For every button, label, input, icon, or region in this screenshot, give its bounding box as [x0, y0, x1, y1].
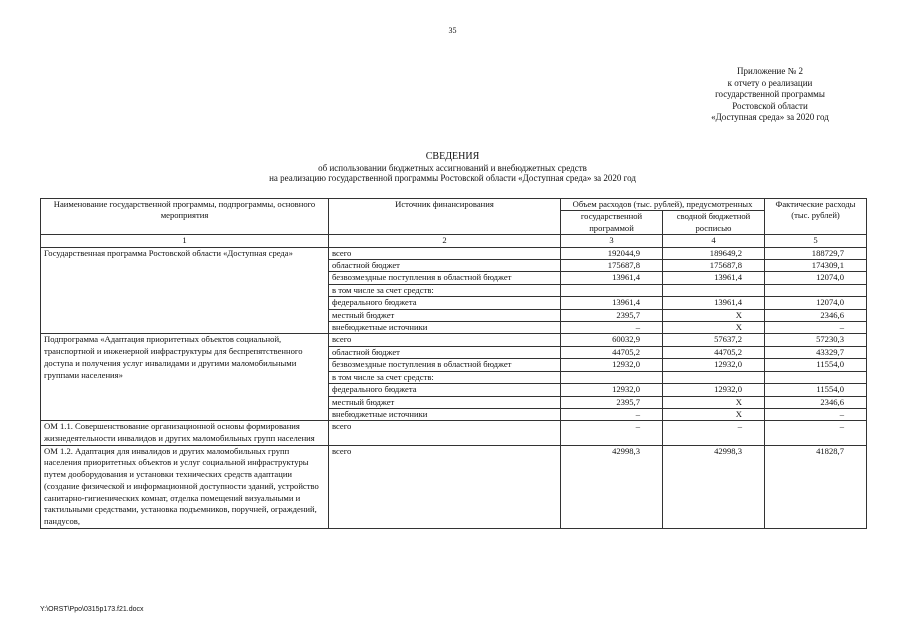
state-program-cell: 13961,4 — [561, 272, 663, 284]
appendix-line: государственной программы — [715, 89, 825, 99]
row-name: ОМ 1.2. Адаптация для инвалидов и других маломобильных групп населения приоритетных объектов и услуг социальной инфраструктуры путем дооборудования и установки технических средств адаптации (создание физической и информационной доступности зданий, устройство санитарно-гигиенических комнат, отделка помещений визуальными и тактильными средствами, установка подъемников, поручней, ограждений, пандусов, — [41, 445, 329, 528]
state-program-cell: 44705,2 — [561, 346, 663, 358]
header-volume: Объем расходов (тыс. рублей), предусмотренных — [561, 199, 765, 211]
heading-title: СВЕДЕНИЯ — [425, 151, 480, 162]
actual-cell: 12074,0 — [765, 297, 867, 309]
actual-cell: 43329,7 — [765, 346, 867, 358]
actual-cell: – — [765, 322, 867, 334]
header-state-program: государственной программой — [561, 211, 663, 235]
state-program-cell: 2395,7 — [561, 309, 663, 321]
appendix-line: к отчету о реализации — [727, 77, 813, 88]
actual-cell: – — [765, 408, 867, 420]
budget-list-cell: 12932,0 — [663, 359, 765, 371]
budget-list-cell: – — [663, 421, 765, 445]
budget-list-cell: 175687,8 — [663, 260, 765, 272]
row-name: ОМ 1.1. Совершенствование организационной основы формирования жизнедеятельности инвалидов и других маломобильных групп населения — [41, 421, 329, 445]
budget-list-cell: Х — [663, 309, 765, 321]
state-program-cell: 60032,9 — [561, 334, 663, 346]
column-number: 1 — [41, 235, 329, 247]
table-body — [41, 247, 867, 528]
expenditure-table — [40, 198, 867, 529]
appendix-line: Приложение № 2 — [737, 66, 803, 76]
header-budget-list: сводной бюджетной росписью — [663, 211, 765, 235]
actual-cell: 41828,7 — [765, 445, 867, 528]
source-cell: безвозмездные поступления в областной бюджет — [329, 359, 561, 371]
table-row — [41, 334, 867, 346]
state-program-cell — [561, 371, 663, 383]
source-cell: всего — [329, 445, 561, 528]
column-number: 3 — [561, 235, 663, 247]
table-row — [41, 247, 867, 259]
source-cell: федерального бюджета — [329, 297, 561, 309]
file-path-footer: Y:\ORST\Ppo\0315p173.f21.docx — [40, 606, 144, 613]
column-number: 5 — [765, 235, 867, 247]
state-program-cell: 2395,7 — [561, 396, 663, 408]
heading-line: об использовании бюджетных ассигнований и внебюджетных средств — [318, 162, 587, 173]
state-program-cell — [561, 284, 663, 296]
source-cell: федерального бюджета — [329, 384, 561, 396]
actual-cell: 11554,0 — [765, 384, 867, 396]
budget-list-cell: Х — [663, 322, 765, 334]
budget-list-cell: 57637,2 — [663, 334, 765, 346]
actual-cell: – — [765, 421, 867, 445]
header-name: Наименование государственной программы, подпрограммы, основного мероприятия — [41, 199, 329, 235]
budget-list-cell: 189649,2 — [663, 247, 765, 259]
state-program-cell: 12932,0 — [561, 359, 663, 371]
appendix-line: «Доступная среда» за 2020 год — [711, 112, 829, 122]
source-cell: внебюджетные источники — [329, 408, 561, 420]
source-cell: местный бюджет — [329, 396, 561, 408]
state-program-cell: – — [561, 322, 663, 334]
budget-list-cell: 12932,0 — [663, 384, 765, 396]
appendix-line: Ростовской области — [732, 100, 808, 111]
state-program-cell: 12932,0 — [561, 384, 663, 396]
state-program-cell: 42998,3 — [561, 445, 663, 528]
budget-list-cell — [663, 284, 765, 296]
row-name: Подпрограмма «Адаптация приоритетных объектов социальной, транспортной и инженерной инфраструктуры для беспрепятственного доступа и получения услуг инвалидами и другими маломобильными группами населения» — [41, 334, 329, 421]
budget-list-cell: Х — [663, 408, 765, 420]
appendix-block — [700, 66, 840, 124]
actual-cell — [765, 371, 867, 383]
actual-cell: 174309,1 — [765, 260, 867, 272]
page-number: 35 — [448, 26, 457, 35]
row-name: Государственная программа Ростовской области «Доступная среда» — [41, 247, 329, 334]
source-cell: областной бюджет — [329, 346, 561, 358]
document-heading — [0, 152, 905, 184]
source-cell: в том числе за счет средств: — [329, 371, 561, 383]
state-program-cell: – — [561, 421, 663, 445]
state-program-cell: – — [561, 408, 663, 420]
budget-list-cell: 42998,3 — [663, 445, 765, 528]
table-row — [41, 445, 867, 528]
budget-list-cell: 13961,4 — [663, 272, 765, 284]
budget-list-cell: 44705,2 — [663, 346, 765, 358]
header-actual: Фактические расходы (тыс. рублей) — [765, 199, 867, 235]
state-program-cell: 13961,4 — [561, 297, 663, 309]
budget-list-cell: Х — [663, 396, 765, 408]
actual-cell: 12074,0 — [765, 272, 867, 284]
actual-cell: 2346,6 — [765, 396, 867, 408]
heading-line: на реализацию государственной программы Ростовской области «Доступная среда» за 2020 год — [269, 173, 636, 183]
budget-list-cell: 13961,4 — [663, 297, 765, 309]
source-cell: областной бюджет — [329, 260, 561, 272]
column-number: 2 — [329, 235, 561, 247]
source-cell: всего — [329, 247, 561, 259]
table-row — [41, 421, 867, 445]
actual-cell: 57230,3 — [765, 334, 867, 346]
actual-cell: 188729,7 — [765, 247, 867, 259]
source-cell: безвозмездные поступления в областной бюджет — [329, 272, 561, 284]
source-cell: всего — [329, 334, 561, 346]
budget-list-cell — [663, 371, 765, 383]
actual-cell — [765, 284, 867, 296]
actual-cell: 2346,6 — [765, 309, 867, 321]
state-program-cell: 175687,8 — [561, 260, 663, 272]
state-program-cell: 192044,9 — [561, 247, 663, 259]
column-number: 4 — [663, 235, 765, 247]
source-cell: всего — [329, 421, 561, 445]
source-cell: внебюджетные источники — [329, 322, 561, 334]
actual-cell: 11554,0 — [765, 359, 867, 371]
header-source: Источник финансирования — [329, 199, 561, 235]
source-cell: местный бюджет — [329, 309, 561, 321]
source-cell: в том числе за счет средств: — [329, 284, 561, 296]
